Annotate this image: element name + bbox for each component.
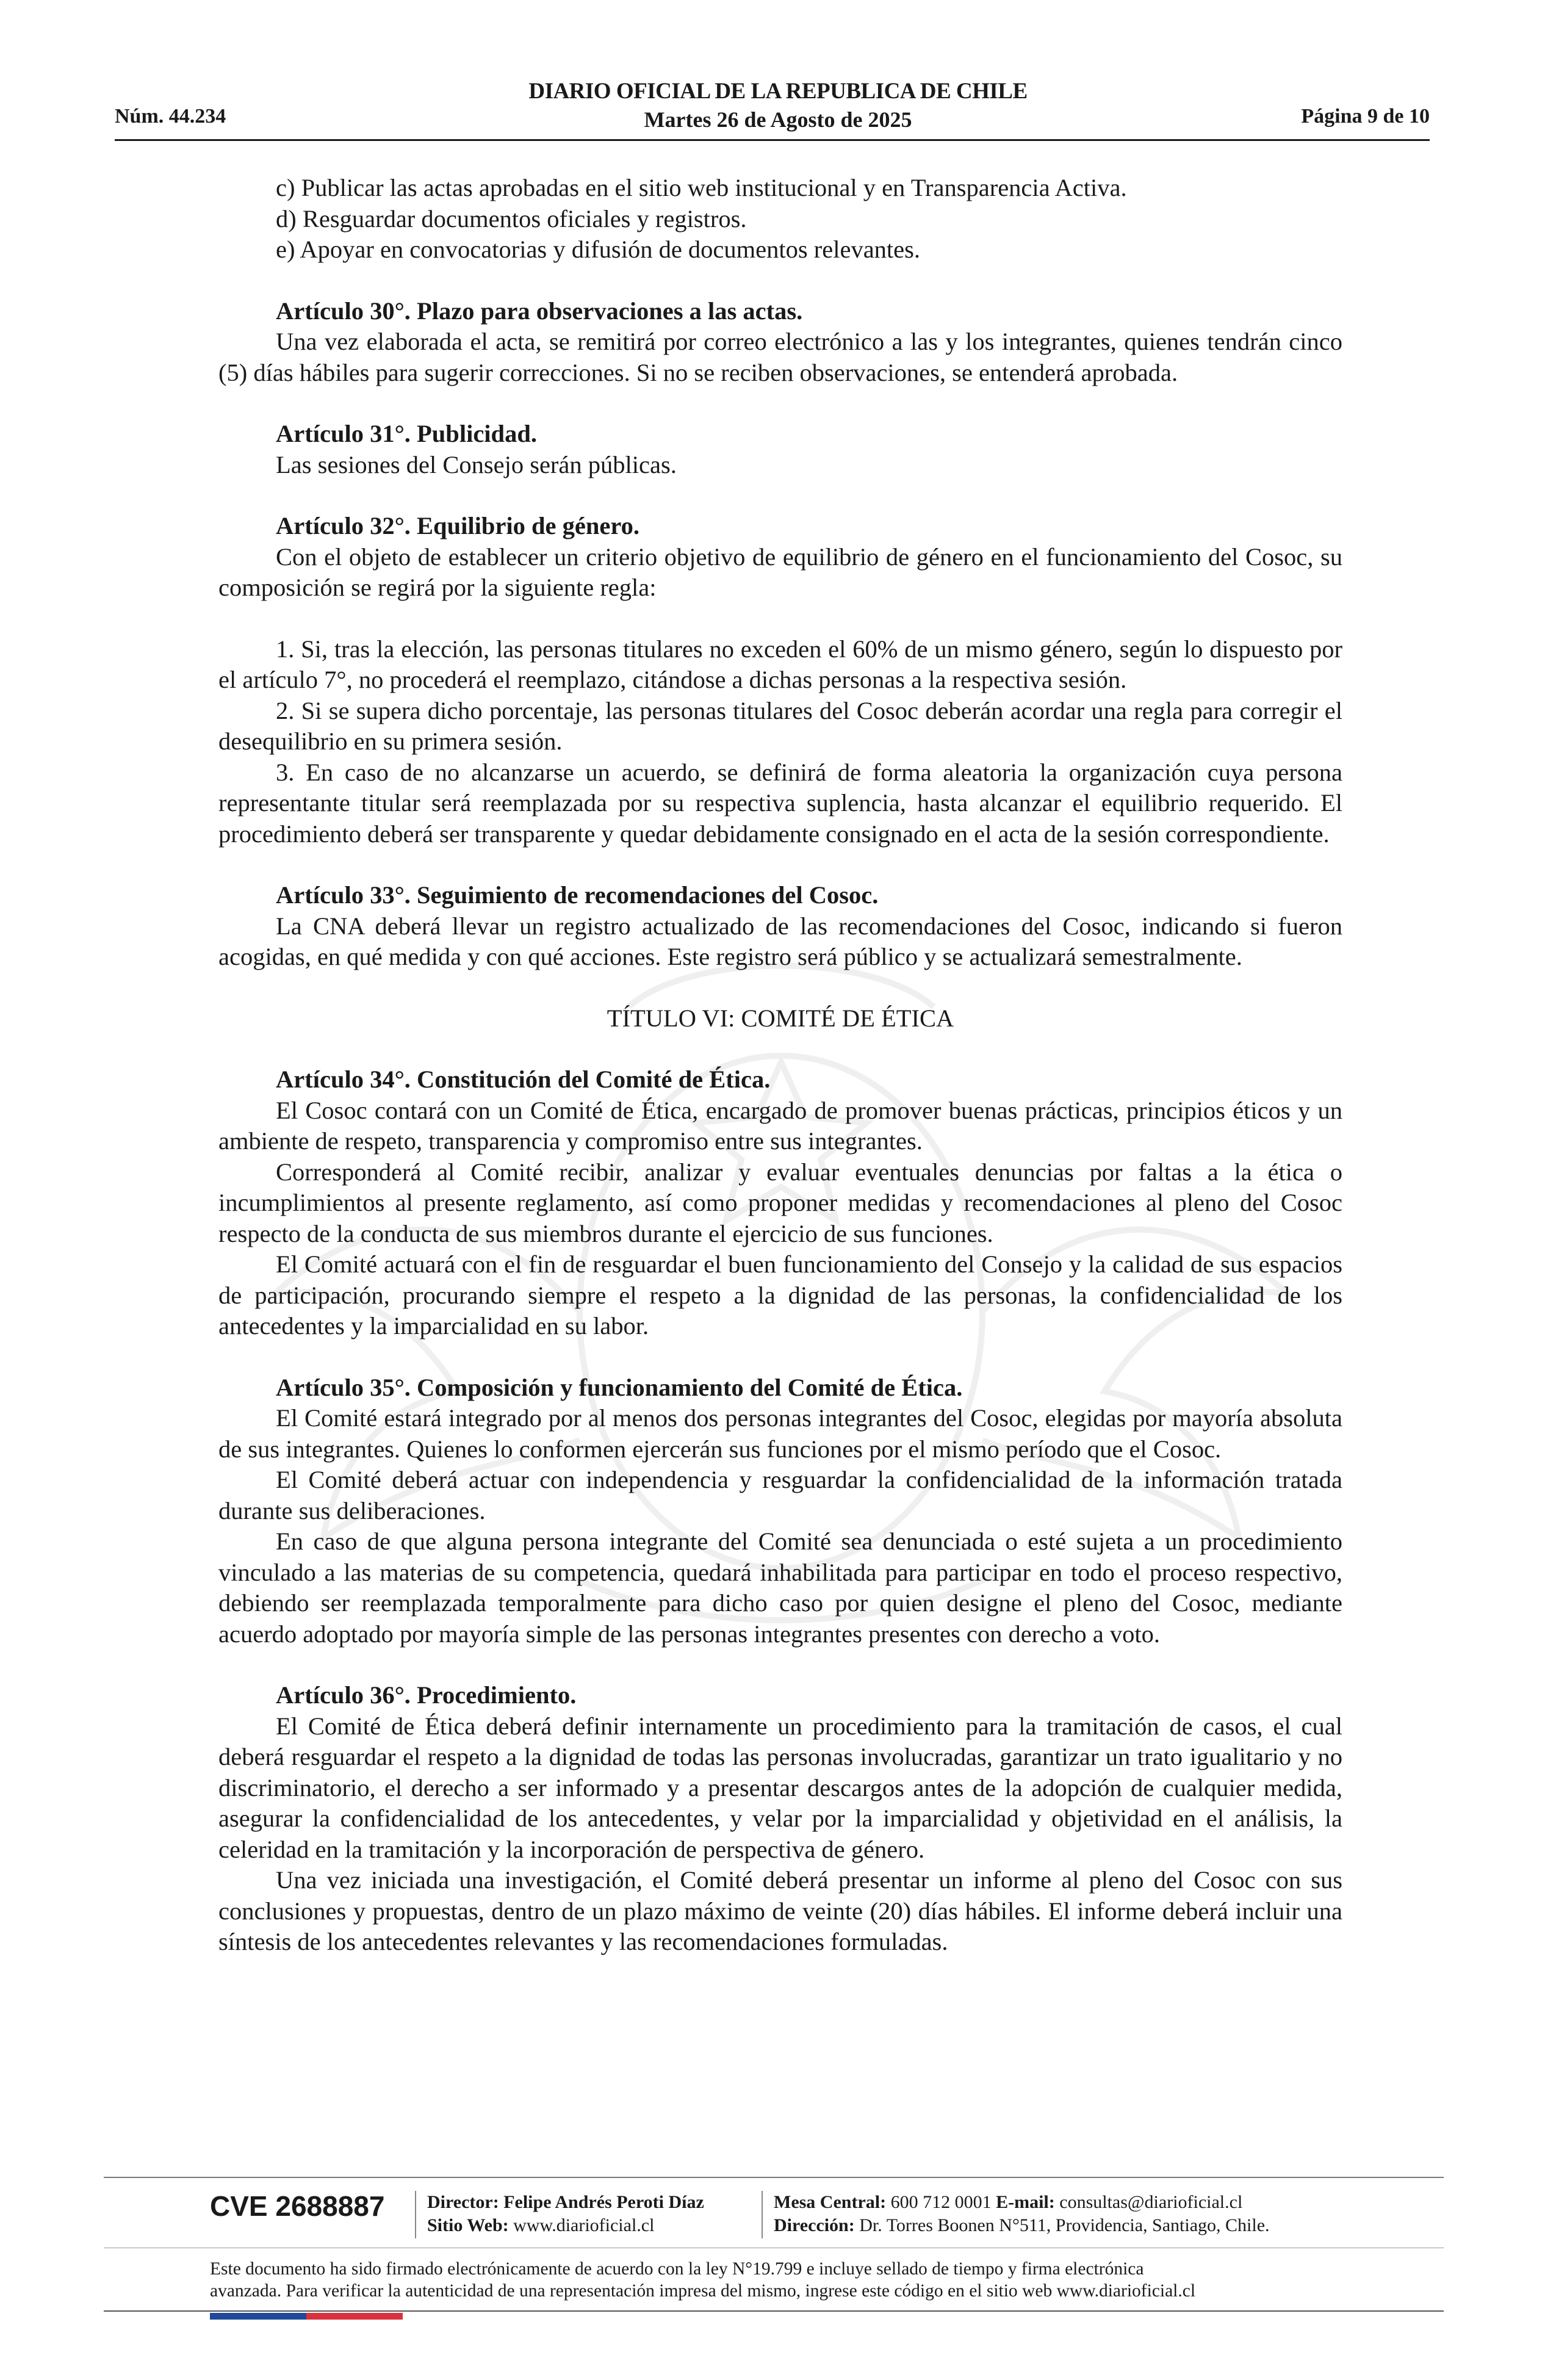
numbered-item: 1. Si, tras la elección, las personas titulares no exceden el 60% de un mismo género, según lo dispuesto por el artículo 7°, no procederá el reemplazo, citándose a dichas personas a la respectiva sesión.	[218, 635, 1342, 693]
list-item: c) Publicar las actas aprobadas en el sitio web institucional y en Transparencia Activa.	[276, 174, 1127, 201]
signature-notice	[210, 2258, 1369, 2302]
phone-number: 600 712 0001	[890, 2192, 992, 2212]
paragraph: El Comité estará integrado por al menos dos personas integrantes del Cosoc, elegidas por mayoría absoluta de sus integrantes. Quienes lo conformen ejercerán sus funciones por el mismo período que el Cosoc.	[218, 1404, 1342, 1463]
paragraph: Con el objeto de establecer un criterio objetivo de equilibrio de género en el funcionamiento del Cosoc, su composición se regirá por la siguiente regla:	[218, 543, 1342, 601]
contact-info	[774, 2191, 1270, 2237]
paragraph: Una vez iniciada una investigación, el Comité deberá presentar un informe al pleno del Cosoc con sus conclusiones y propuestas, dentro de un plazo máximo de veinte (20) días hábiles. El informe deberá incluir una síntesis de los antecedentes relevantes y las recomendaciones formuladas.	[218, 1866, 1342, 1955]
article-heading: Artículo 30°. Plazo para observaciones a las actas.	[276, 297, 803, 325]
director-name: Felipe Andrés Peroti Díaz	[503, 2192, 704, 2212]
paragraph: Las sesiones del Consejo serán públicas.	[276, 450, 677, 478]
article-heading: Artículo 32°. Equilibrio de género.	[276, 512, 639, 539]
article-heading: Artículo 31°. Publicidad.	[276, 420, 537, 447]
paragraph: El Cosoc contará con un Comité de Ética, encargado de promover buenas prácticas, principios éticos y un ambiente de respeto, transparencia y compromiso entre sus integrantes.	[218, 1096, 1342, 1155]
footer-divider	[104, 2177, 1444, 2178]
footer-separator	[762, 2191, 763, 2238]
paragraph: Corresponderá al Comité recibir, analizar y evaluar eventuales denuncias por faltas a la ética o incumplimientos al presente reglamento, así como proponer medidas y recomendaciones al pleno del Cosoc respecto de la conducta de sus miembros durante el ejercicio de sus funciones.	[218, 1158, 1342, 1247]
address-label: Dirección:	[774, 2215, 855, 2235]
page-number: Página 9 de 10	[1301, 105, 1430, 128]
paragraph: Una vez elaborada el acta, se remitirá por correo electrónico a las y los integrantes, quienes tendrán cinco (5) días hábiles para sugerir correcciones. Si no se reciben observaciones, se entenderá aprobada.	[218, 328, 1342, 386]
website-label: Sitio Web:	[427, 2215, 509, 2235]
list-item: e) Apoyar en convocatorias y difusión de documentos relevantes.	[276, 236, 921, 263]
flag-stripe-red	[306, 2313, 403, 2320]
paragraph: El Comité de Ética deberá definir internamente un procedimiento para la tramitación de casos, el cual deberá resguardar el respeto a la dignidad de todas las personas involucradas, garantizar un trato igualitario y no discriminatorio, el derecho a ser informado y a presentar descargos antes de la adopción de cualquier medida, asegurar la confidencialidad de los antecedentes, y velar por la imparcialidad y objetividad en el análisis, la celeridad en la tramitación y la incorporación de perspectiva de género.	[218, 1712, 1342, 1863]
numbered-item: 3. En caso de no alcanzarse un acuerdo, se definirá de forma aleatoria la organización cuya persona representante titular será reemplazada por su respectiva suplencia, hasta alcanzar el equilibrio requerido. El procedimiento deberá ser transparente y quedar debidamente consignado en el acta de la sesión correspondiente.	[218, 758, 1342, 848]
article-heading: Artículo 36°. Procedimiento.	[276, 1681, 577, 1709]
article-heading: Artículo 34°. Constitución del Comité de Ética.	[276, 1066, 771, 1093]
notice-line: avanzada. Para verificar la autenticidad de una representación impresa del mismo, ingrese este código en el sitio web www.diarioficial.cl	[210, 2281, 1196, 2301]
email-link[interactable]: consultas@diarioficial.cl	[1059, 2192, 1243, 2212]
address: Dr. Torres Boonen N°511, Providencia, Santiago, Chile.	[859, 2215, 1270, 2235]
flag-stripe-blue	[210, 2313, 306, 2320]
footer-divider	[104, 2310, 1444, 2312]
document-body	[218, 173, 1342, 1958]
director-info	[427, 2191, 704, 2237]
paragraph: La CNA deberá llevar un registro actualizado de las recomendaciones del Cosoc, indicando si fueron acogidas, en qué medida y con qué acciones. Este registro será público y se actualizará semestralmente.	[218, 912, 1342, 970]
footer-separator	[415, 2191, 416, 2238]
newspaper-title: DIARIO OFICIAL DE LA REPUBLICA DE CHILE	[528, 79, 1028, 104]
paragraph: El Comité actuará con el fin de resguardar el buen funcionamiento del Consejo y la calidad de sus espacios de participación, procurando siempre el respeto a la dignidad de las personas, la confidencialidad de los antecedentes y la imparcialidad en su labor.	[218, 1250, 1342, 1340]
cve-code: CVE 2688887	[210, 2190, 385, 2222]
publication-date: Martes 26 de Agosto de 2025	[644, 107, 912, 132]
phone-label: Mesa Central:	[774, 2192, 887, 2212]
website-link[interactable]: www.diarioficial.cl	[513, 2215, 655, 2235]
issue-number: Núm. 44.234	[115, 105, 226, 128]
article-heading: Artículo 35°. Composición y funcionamiento del Comité de Ética.	[276, 1373, 963, 1401]
article-heading: Artículo 33°. Seguimiento de recomendaciones del Cosoc.	[276, 881, 879, 909]
email-label: E-mail:	[996, 2192, 1055, 2212]
paragraph: El Comité deberá actuar con independencia y resguardar la confidencialidad de la información tratada durante sus deliberaciones.	[218, 1466, 1342, 1524]
notice-line: Este documento ha sido firmado electrónicamente de acuerdo con la ley N°19.799 e incluye sellado de tiempo y firma electrónica	[210, 2259, 1144, 2279]
list-item: d) Resguardar documentos oficiales y registros.	[276, 204, 747, 233]
header-divider	[115, 139, 1430, 141]
section-title: TÍTULO VI: COMITÉ DE ÉTICA	[607, 1004, 954, 1032]
director-label: Director:	[427, 2192, 499, 2212]
numbered-item: 2. Si se supera dicho porcentaje, las personas titulares del Cosoc deberán acordar una regla para corregir el desequilibrio en su primera sesión.	[218, 696, 1342, 755]
paragraph: En caso de que alguna persona integrante del Comité sea denunciada o esté sujeta a un procedimiento vinculado a las materias de su competencia, quedará inhabilitada para participar en todo el proceso respectivo, debiendo ser reemplazada temporalmente para dicho caso por quien designe el pleno del Cosoc, mediante acuerdo adoptado por mayoría simple de las personas integrantes presentes con derecho a voto.	[218, 1527, 1342, 1648]
